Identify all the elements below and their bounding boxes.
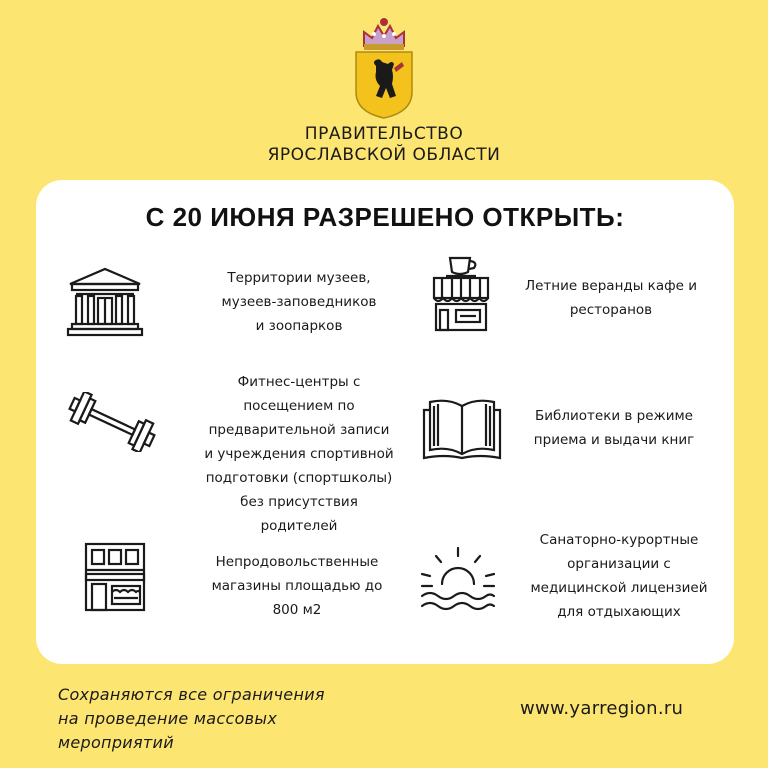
coat-of-arms-icon [350, 12, 418, 120]
fitness-text: Фитнес-центры с посещением по предварительной записи и учреждения спортивной подготовки (спортшколы) без присутствия родителей [204, 374, 394, 534]
store-building-icon [82, 540, 148, 614]
cafe-veranda-icon [428, 254, 494, 334]
sanatorium-text: Санаторно-курортные организации с медицинской лицензией для отдыхающих [530, 532, 708, 620]
card-headline: С 20 ИЮНЯ РАЗРЕШЕНО ОТКРЫТЬ: [145, 202, 625, 232]
organization-name [0, 124, 768, 166]
library-text: Библиотеки в режиме приема и выдачи книг [533, 408, 695, 448]
sun-waves-icon [418, 544, 498, 616]
org-line-1: ПРАВИТЕЛЬСТВО [304, 124, 464, 144]
open-book-icon [420, 396, 504, 460]
dumbbell-icon [66, 392, 158, 452]
info-card [36, 180, 734, 664]
org-line-2: ЯРОСЛАВСКОЙ ОБЛАСТИ [267, 145, 501, 165]
stores-text: Непродовольственные магазины площадью до 800 м2 [211, 554, 383, 618]
website-link[interactable]: www.yarregion.ru [520, 698, 684, 719]
museum-building-icon [66, 266, 144, 340]
cafe-text: Летние веранды кафе и ресторанов [524, 278, 698, 318]
restrictions-note: Сохраняются все ограничения на проведение массовых мероприятий [58, 685, 325, 752]
museum-text: Территории музеев, музеев-заповедников и зоопарков [221, 270, 377, 334]
